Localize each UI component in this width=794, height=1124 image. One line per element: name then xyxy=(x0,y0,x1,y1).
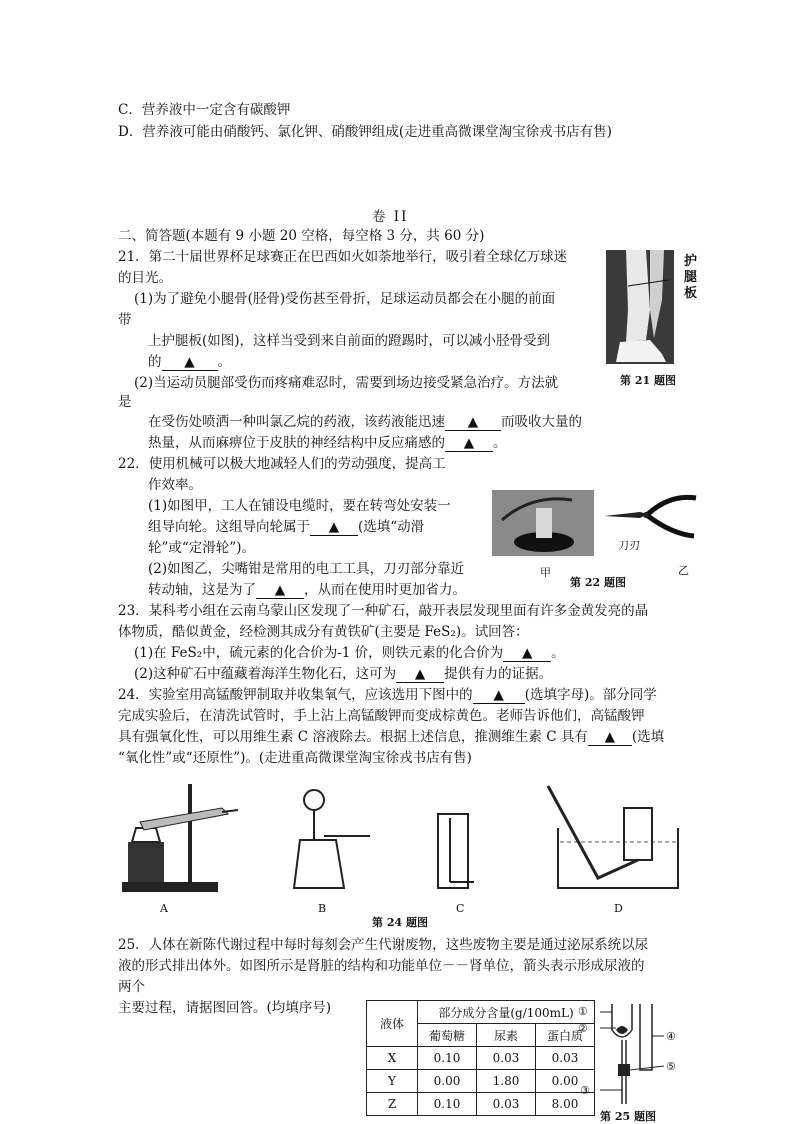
figure-22-caption: 第 22 题图 xyxy=(570,576,626,589)
nephron-mark-2: ② xyxy=(578,1022,588,1035)
figure-24-option-c: C xyxy=(456,902,465,915)
answer-blank: ▲ xyxy=(310,519,358,536)
answer-blank: ▲ xyxy=(473,687,525,704)
figure-24-option-b: B xyxy=(318,902,327,915)
q25-line: 25．人体在新陈代谢过程中每时每刻会产生代谢废物，这些废物主要是通过泌尿系统以尿 xyxy=(118,937,649,953)
nephron-drawing xyxy=(592,1000,672,1104)
answer-blank: ▲ xyxy=(162,354,218,371)
q23-line: 体物质，酷似黄金，经检测其成分有黄铁矿(主要是 FeS₂)。试回答： xyxy=(118,624,529,640)
answer-blank: ▲ xyxy=(445,414,501,431)
q21-2-line: (2)当运动员腿部受伤而疼痛难忍时，需要到场边接受紧急治疗。方法就 xyxy=(134,375,559,391)
pliers-drawing xyxy=(600,488,700,548)
lab-apparatus-drawing xyxy=(118,778,678,896)
answer-blank: ▲ xyxy=(396,666,444,683)
composition-table xyxy=(366,1000,595,1116)
q22-line: 22．使用机械可以极大地减轻人们的劳动强度，提高工 xyxy=(118,456,446,472)
table-col-header: 尿素 xyxy=(477,1024,536,1047)
figure-24-option-a: A xyxy=(160,902,168,915)
table-row: X 0.10 0.03 0.03 xyxy=(367,1047,595,1070)
answer-blank: ▲ xyxy=(256,582,304,599)
section-heading: 二、简答题(本题有 9 小题 20 空格，每空格 3 分，共 60 分) xyxy=(118,228,485,244)
q21-1-line: 上护腿板(如图)，这样当受到来自前面的蹬踢时，可以减小胫骨受到 xyxy=(148,333,551,349)
q22-1-line: 轮”或“定滑轮”)。 xyxy=(148,540,255,556)
q25-line: 两个 xyxy=(118,979,145,995)
volume-title: 卷 II xyxy=(372,209,409,225)
q22-1-line: 组导向轮。这组导向轮属于 ▲ (选填“动滑 xyxy=(148,519,425,535)
q22-line: 作效率。 xyxy=(148,477,202,493)
q23-2-line: (2)这种矿石中蕴藏着海洋生物化石，这可为 ▲ 提供有力的证据。 xyxy=(134,666,553,682)
table-header-liquid: 液体 xyxy=(367,1001,418,1047)
table-col-header: 蛋白质 xyxy=(536,1024,595,1047)
table-col-header: 葡萄糖 xyxy=(418,1024,477,1047)
shin-guard-photo xyxy=(606,250,674,364)
figure-22-yi: 乙 xyxy=(678,564,689,577)
answer-blank: ▲ xyxy=(445,435,493,452)
q22-2-line: 转动轴，这是为了 ▲ ，从而在使用时更加省力。 xyxy=(148,582,466,598)
table-row: Z 0.10 0.03 8.00 xyxy=(367,1093,595,1116)
figure-25-caption: 第 25 题图 xyxy=(600,1110,656,1123)
q22-2-line: (2)如图乙，尖嘴钳是常用的电工工具，刀刃部分靠近 xyxy=(148,561,465,577)
q23-1-line: (1)在 FeS₂中，硫元素的化合价为-1 价，则铁元素的化合价为 ▲ 。 xyxy=(134,645,565,661)
figure-24-option-d: D xyxy=(614,902,623,915)
shin-guard-label: 护腿板 xyxy=(684,254,698,301)
q24-line: 24．实验室用高锰酸钾制取并收集氧气，应该选用下图中的 ▲ (选填字母)。部分同学 xyxy=(118,687,657,703)
table-row: Y 0.00 1.80 0.00 xyxy=(367,1070,595,1093)
nephron-mark-3: ③ xyxy=(580,1084,590,1097)
q25-line: 主要过程，请据图回答。(均填序号) xyxy=(118,1000,332,1016)
nephron-mark-5: ⑤ xyxy=(666,1060,676,1073)
figure-22-jia: 甲 xyxy=(540,566,551,579)
q23-line: 23．某科考小组在云南乌蒙山区发现了一种矿石，敲开表层发现里面有许多金黄发亮的晶 xyxy=(118,603,649,619)
nephron-mark-1: ① xyxy=(578,1005,588,1018)
q24-line: “氧化性”或“还原性”)。(走进重高微课堂淘宝徐戎书店有售) xyxy=(118,750,472,766)
q25-line: 液的形式排出体外。如图所示是肾脏的结构和功能单位－－肾单位，箭头表示形成尿液的 xyxy=(118,958,645,974)
q21-line: 的目光。 xyxy=(118,270,172,286)
figure-24-caption: 第 24 题图 xyxy=(372,916,428,929)
q21-1-line: (1)为了避免小腿骨(胫骨)受伤甚至骨折，足球运动员都会在小腿的前面 xyxy=(134,291,556,307)
answer-blank: ▲ xyxy=(503,645,551,662)
cable-worker-photo xyxy=(492,490,594,556)
figure-21-caption: 第 21 题图 xyxy=(620,374,676,387)
nephron-mark-4: ④ xyxy=(666,1030,676,1043)
q24-line: 具有强氧化性，可以用维生素 C 溶液除去。根据上述信息，推测维生素 C 具有 ▲ (选填 xyxy=(118,729,665,745)
q21-line: 21．第二十届世界杯足球赛正在巴西如火如荼地举行，吸引着全球亿万球迷 xyxy=(118,249,568,265)
cable-worker-drawing xyxy=(492,490,594,556)
answer-blank: ▲ xyxy=(588,729,632,746)
q22-1-line: (1)如图甲，工人在铺设电缆时，要在转弯处安装一 xyxy=(148,498,451,514)
q21-2-line: 在受伤处喷洒一种叫氯乙烷的药液，该药液能迅速 ▲ 而吸收大量的 xyxy=(148,414,582,430)
pliers-blade-label: 刀刃 xyxy=(618,539,640,552)
q24-line: 完成实验后，在清洗试管时，手上沾上高锰酸钾而变成棕黄色。老师告诉他们，高锰酸钾 xyxy=(118,708,645,724)
q21-2-line: 热量，从而麻痹位于皮肤的神经结构中反应痛感的 ▲ 。 xyxy=(148,435,507,451)
option-d: D．营养液可能由硝酸钙、氯化钾、硝酸钾组成(走进重高微课堂淘宝徐戎书店有售) xyxy=(118,124,612,140)
q21-1-line: 带 xyxy=(118,312,132,328)
table-header-group: 部分成分含量(g/100mL) xyxy=(418,1001,595,1024)
shin-guard-drawing xyxy=(606,250,674,364)
q21-2-line: 是 xyxy=(118,394,132,410)
q21-1-line: 的 ▲ 。 xyxy=(148,354,231,370)
option-c: C．营养液中一定含有碳酸钾 xyxy=(118,102,291,118)
